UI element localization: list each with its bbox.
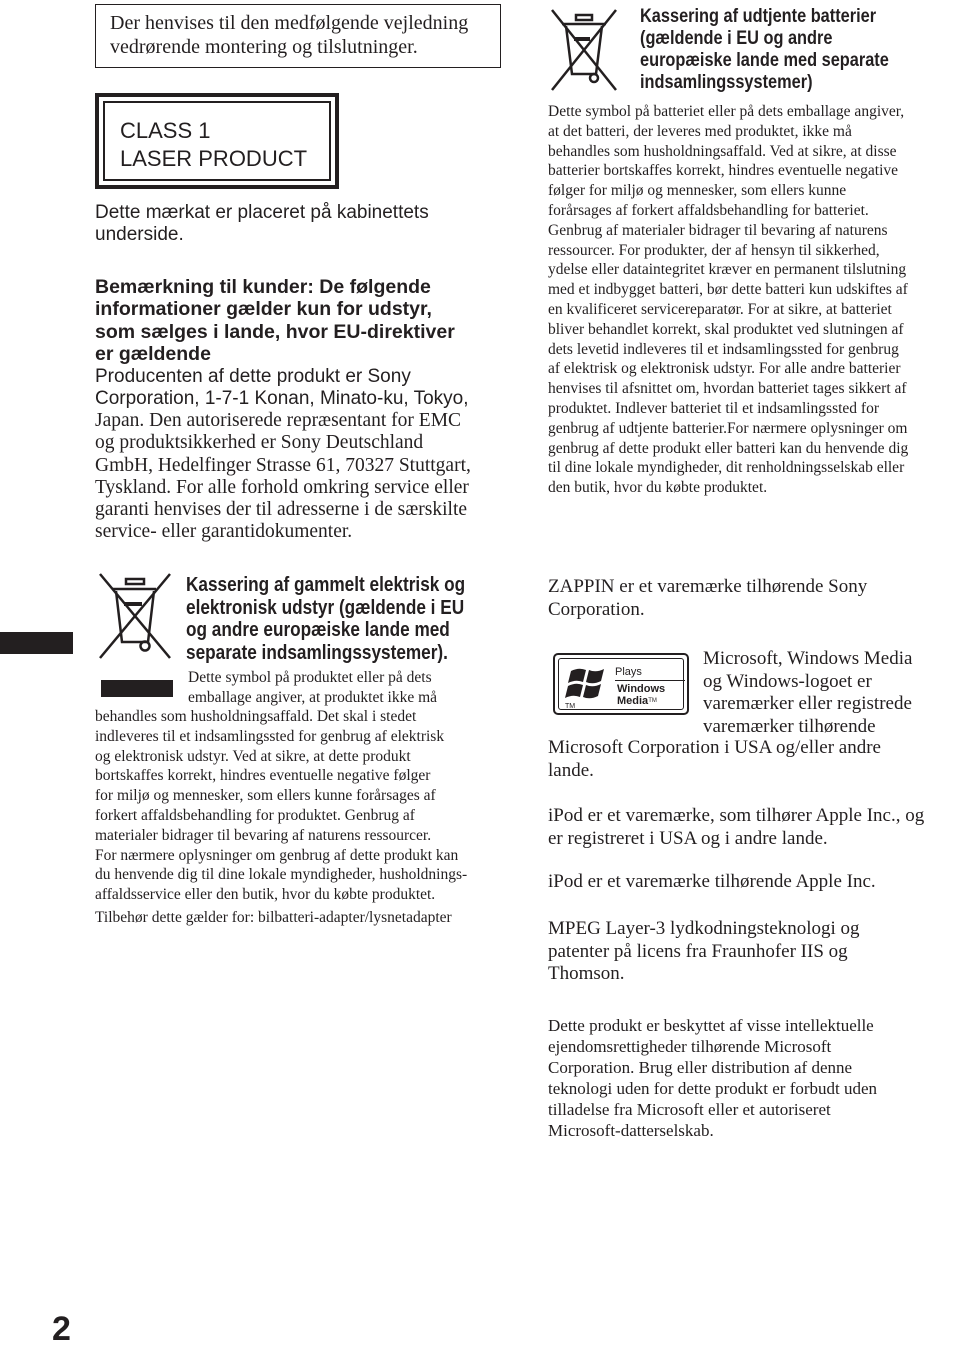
section-marker-bar <box>0 632 73 654</box>
accessory-note: Tilbehør dette gælder for: bilbatteri-adapter/lysnetadapter <box>95 909 452 926</box>
crossed-battery-bin-icon <box>548 6 622 94</box>
customer-notice-heading: Bemærkning til kunder: De følgende informationer gælder kun for udstyr, som sælges i lande, hvor EU-direktiver er gældende <box>95 276 455 365</box>
ipod-trademark: iPod er et varemærke, som tilhører Apple Inc., og er registreret i USA og i andre lande. <box>548 805 925 849</box>
microsoft-trademark-rest: Microsoft Corporation i USA og/eller andre lande. <box>548 737 881 781</box>
ip-protection-notice: Dette produkt er beskyttet af visse intellektuelle ejendomsrettigheder tilhørende Microsoft Corporation. Brug eller distribution af denne teknologi uden for dette produkt er forbudt uden tilladelse fra Microsoft eller et autoriseret Microsoft-datterselskab. <box>548 1016 878 1140</box>
weee-body: behandles som husholdningsaffald. Det skal i stedet indleveres til et indsamlingssted for genbrug af elektrisk og elektronisk udstyr. Ved at sikre, at dette produkt bortskaffes korrekt, hindres eventuelle negative følger for miljø og mennesker, som ellers kunne forårsages af forkert affaldsbehandling for produktet. Genbrug af materialer bidrager til bevaring af naturens ressourcer. For nærmere oplysninger om genbrug af dette produkt kan du henvende dig til dine lokale myndigheder, husholdnings- affaldsservice eller den butik, hvor du købte produktet. <box>95 708 468 904</box>
battery-heading: Kassering af udtjente batterier (gældende i EU og andre europæiske lande med separate indsamlingssystemer) <box>640 6 889 93</box>
mpeg-license: MPEG Layer-3 lydkodningsteknologi og patenter på licens fra Fraunhofer IIS og Thomson. <box>548 918 860 984</box>
manufacturer-info: Producenten af dette produkt er Sony Corporation, 1-7-1 Konan, Minato-ku, Tokyo, <box>95 366 469 410</box>
logo-plays: Plays <box>615 666 685 681</box>
logo-tm: TM <box>565 703 576 710</box>
notice-line: Der henvises til den medfølgende vejledning <box>110 12 469 34</box>
page-number: 2 <box>52 1310 71 1348</box>
representative-info: Japan. Den autoriserede repræsentant for EMC og produktsikkerhed er Sony Deutschland GmbH, Hedelfinger Strasse 61, 70327 Stuttgart, Tyskland. For alle forhold omkring service eller garanti henvises der til adresserne i de særskilte service- eller garantidokumenter. <box>95 410 471 543</box>
laser-class-label <box>95 93 339 189</box>
notice-line: vedrørende montering og tilslutninger. <box>110 36 418 58</box>
installation-notice-box <box>95 4 501 68</box>
windows-media-logo <box>553 653 689 715</box>
logo-windows: Windows <box>617 683 666 695</box>
label-location-note: Dette mærkat er placeret på kabinettets underside. <box>95 202 429 245</box>
logo-media: Media™ <box>617 695 657 707</box>
laser-label-line: LASER PRODUCT <box>120 146 308 171</box>
weee-black-bar <box>101 680 173 697</box>
crossed-bin-icon <box>96 568 176 664</box>
weee-body-intro: Dette symbol på produktet eller på dets emballage angiver, at produktet ikke må <box>188 669 438 706</box>
zappin-trademark: ZAPPIN er et varemærke tilhørende Sony Corporation. <box>548 576 868 620</box>
laser-label-line: CLASS 1 <box>120 118 211 143</box>
windows-flag-icon <box>565 665 613 703</box>
ipod-apple-trademark: iPod er et varemærke tilhørende Apple Inc. <box>548 871 876 892</box>
weee-heading: Kassering af gammelt elektrisk og elektronisk udstyr (gældende i EU og andre europæiske lande med separate indsamlingssystemer). <box>186 574 466 664</box>
battery-body: Dette symbol på batteriet eller på dets emballage angiver, at det batteri, der leveres med produktet, ikke må behandles som husholdningsaffald. Ved at sikre, at disse batterier bortskaffes korrekt, hindres eventuelle negative følger for miljø og mennesker, som ellers kunne forårsages af forkert affaldsbehandling for batteriet. Genbrug af materialer bidrager til bevaring af naturens ressourcer. For produkter, der af hensyn til sikkerhed, ydelse eller dataintegritet kræver en permanent tilslutning med et indbygget batteri, bør dette batteri kun udskiftes af en kvalificeret servicereparatør. For at sikre, at batteriet bliver behandlet korrekt, skal produktet ved slutningen af dets levetid indleveres til et indsamlingssted for genbrug af elektrisk og elektronisk udstyr. For alle andre batterier henvises til afsnittet om, hvordan batteriet tages sikkert af produktet. Indlever batteriet til et indsamlingssted for genbrug af udtjente batterier.For nærmere oplysninger om genbrug af dette produkt eller batteri kan du henvende dig til dine lokale myndigheder, dit renholdningsselskab eller den butik, hvor du købte produktet. <box>548 103 909 497</box>
microsoft-trademark-intro: Microsoft, Windows Media og Windows-logoet er varemærker eller registrede varemærker tilhørende <box>703 648 913 737</box>
